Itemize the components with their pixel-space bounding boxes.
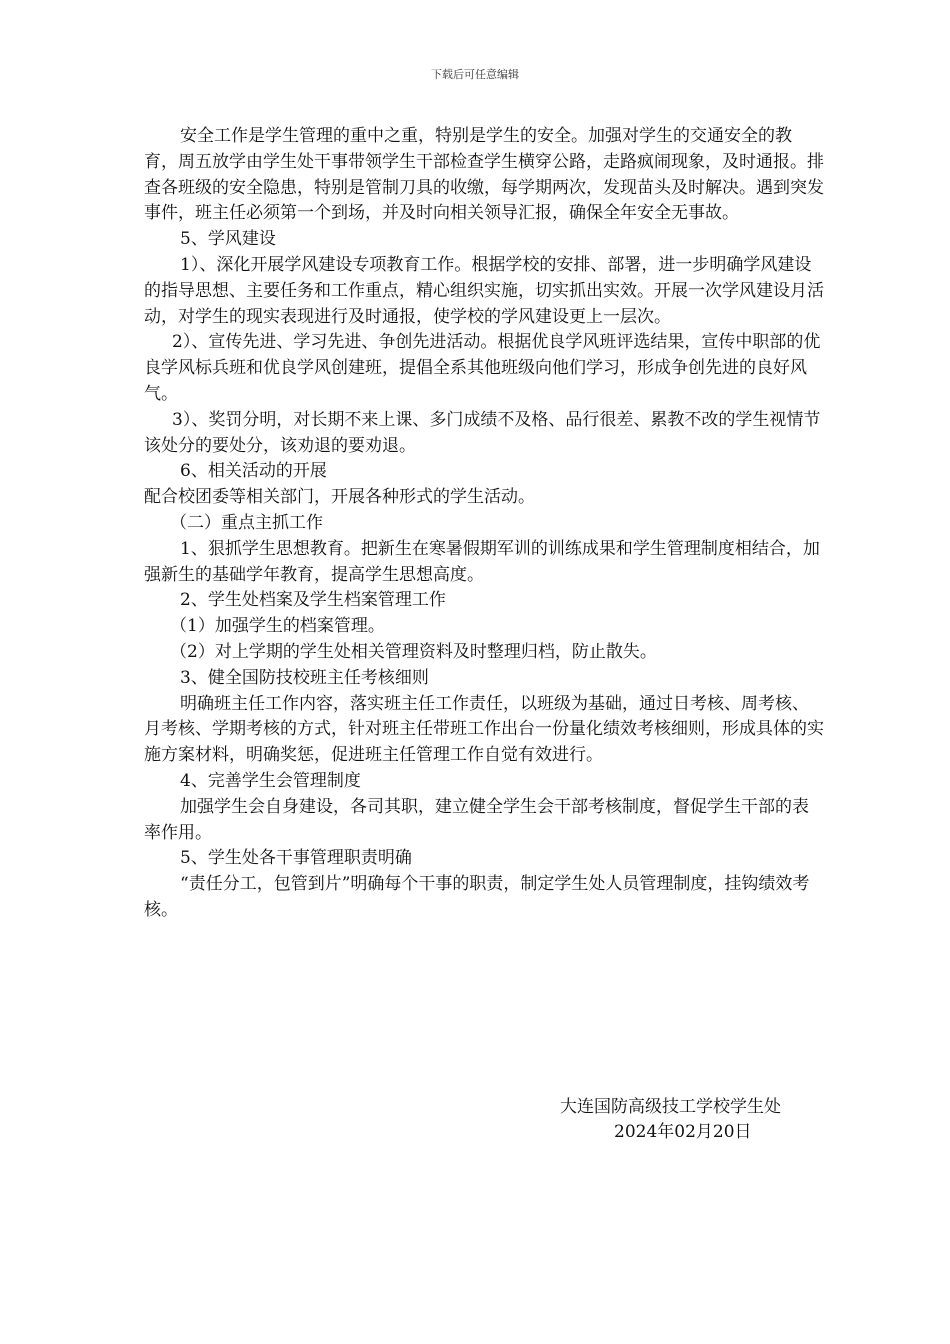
heading-teacher-assessment: 3、健全国防技校班主任考核细则 xyxy=(180,667,429,688)
paragraph-student-union: 加强学生会自身建设，各司其职，建立健全学生会干部考核制度，督促学生干部的表率作用。 xyxy=(144,796,809,843)
paragraph-safety: 安全工作是学生管理的重中之重，特别是学生的安全。加强对学生的交通安全的教育，周五放学由学生处干事带领学生干部检查学生横穿公路，走路疯闹现象，及时通报。排查各班级的安全隐患，特别是管制刀具的收缴，每学期两次，发现苗头及时解决。遇到突发事件，班主任必须第一个到场，并及时向相关领导汇报，确保全年安全无事故。 xyxy=(144,126,824,224)
document-body xyxy=(144,124,824,924)
paragraph-teacher-assessment: 明确班主任工作内容，落实班主任工作责任，以班级为基础，通过日考核、周考核、月考核、学期考核的方式，针对班主任带班工作出台一份量化绩效考核细则，形成具体的实施方案材料，明确奖惩，促进班主任管理工作自觉有效进行。 xyxy=(144,693,824,766)
page-header-note: 下载后可任意编辑 xyxy=(431,68,519,81)
paragraph-staff-duties: “责任分工，包管到片”明确每个干事的职责，制定学生处人员管理制度，挂钩绩效考核。 xyxy=(144,874,810,920)
paragraph-key-work-1: 1、狠抓学生思想教育。把新生在寒暑假期军训的训练成果和学生管理制度相结合，加强新生的基础学年教育，提高学生思想高度。 xyxy=(144,538,820,585)
paragraph-archives-1: （1）加强学生的档案管理。 xyxy=(170,616,385,637)
paragraph-study-style-1: 1）、深化开展学风建设专项教育工作。根据学校的安排、部署，进一步明确学风建设的指导思想、主要任务和工作重点，精心组织实施，切实抓出实效。开展一次学风建设月活动，对学生的现实表现进行及时通报，使学校的学风建设更上一层次。 xyxy=(144,254,824,327)
signature-organization: 大连国防高级技工学校学生处 xyxy=(560,1097,781,1117)
paragraph-archives-2: （2）对上学期的学生处相关管理资料及时整理归档，防止散失。 xyxy=(170,641,657,662)
heading-archives: 2、学生处档案及学生档案管理工作 xyxy=(180,590,446,611)
paragraph-study-style-3: 3）、奖罚分明，对长期不来上课、多门成绩不及格、品行很差、累教不改的学生视情节该处分的要处分，该劝退的要劝退。 xyxy=(144,409,821,456)
heading-study-style: 5、学风建设 xyxy=(180,229,276,250)
paragraph-study-style-2: 2）、宣传先进、学习先进、争创先进活动。根据优良学风班评选结果，宣传中职部的优良学风标兵班和优良学风创建班，提倡全系其他班级向他们学习，形成争创先进的良好风气。 xyxy=(144,332,821,404)
heading-student-union: 4、完善学生会管理制度 xyxy=(180,770,361,791)
heading-staff-duties: 5、学生处各干事管理职责明确 xyxy=(180,848,412,869)
heading-key-work: （二）重点主抓工作 xyxy=(170,512,323,533)
heading-activities: 6、相关活动的开展 xyxy=(180,461,327,482)
signature-date: 2024年02月20日 xyxy=(614,1122,752,1142)
signature-block xyxy=(560,1095,781,1145)
paragraph-activities: 配合校团委等相关部门，开展各种形式的学生活动。 xyxy=(144,487,535,508)
